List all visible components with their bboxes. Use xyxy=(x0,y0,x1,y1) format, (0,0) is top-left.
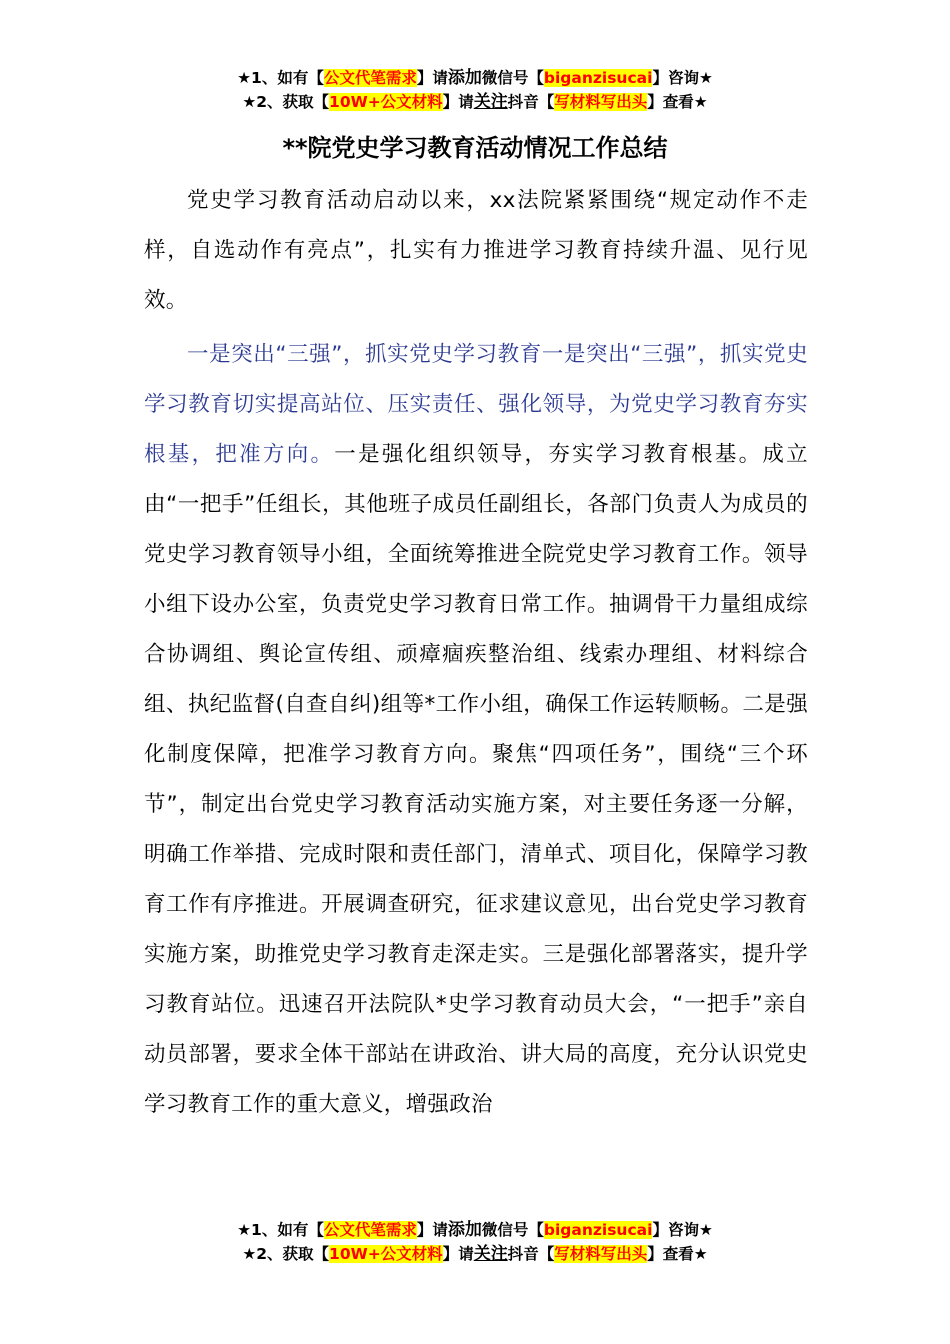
paragraph-section-one xyxy=(144,330,808,1130)
banner-line-2-mid1: 】请 xyxy=(442,93,474,111)
banner-line-2-suffix: 】查看★ xyxy=(647,93,708,111)
footer-line-1-mid1: 】请 xyxy=(416,1221,448,1239)
document-title: **院党史学习教育活动情况工作总结 xyxy=(282,134,668,162)
footer-line-2-mid2: 抖音【 xyxy=(507,1245,555,1263)
banner-line-1-mid1: 】请 xyxy=(416,69,448,87)
banner-line-1 xyxy=(0,66,950,90)
footer-highlight-writing-service: 公文代笔需求 xyxy=(323,1221,417,1239)
footer-line-1-prefix: ★1、如有【 xyxy=(237,1221,324,1239)
banner-line-1-mid2: 微信号【 xyxy=(481,69,544,87)
banner-highlight-douyin-account: 写材料写出头 xyxy=(554,93,648,111)
banner-line-2-mid2: 抖音【 xyxy=(507,93,555,111)
footer-line-1-mid2: 微信号【 xyxy=(481,1221,544,1239)
banner-highlight-wechat-id: biganzisucai xyxy=(543,69,653,87)
banner-emph-follow: 关注 xyxy=(473,92,508,112)
footer-line-1-suffix: 】咨询★ xyxy=(652,1221,713,1239)
section-one-heading: 一是突出“三强”，抓实党史学习教育一是突出“三强”，抓实党史学习教育切实提高站位、压实责任、强化领导，为党史学习教育夯实根基，把准方向。 xyxy=(144,342,808,467)
section-one-body: 一是强化组织领导，夯实学习教育根基。成立由“一把手”任组长，其他班子成员任副组长，各部门负责人为成员的党史学习教育领导小组，全面统筹推进全院党史学习教育工作。领导小组下设办公室，负责党史学习教育日常工作。抽调骨干力量组成综合协调组、舆论宣传组、顽瘴痼疾整治组、线索办理组、材料综合组、执纪监督(自查自纠)组等*工作小组，确保工作运转顺畅。二是强化制度保障，把准学习教育方向。聚焦“四项任务”，围绕“三个环节”，制定出台党史学习教育活动实施方案，对主要任务逐一分解，明确工作举措、完成时限和责任部门，清单式、项目化，保障学习教育工作有序推进。开展调查研究，征求建议意见，出台党史学习教育实施方案，助推党史学习教育走深走实。三是强化部署落实，提升学习教育站位。迅速召开法院队*史学习教育动员大会，“一把手”亲自动员部署，要求全体干部站在讲政治、讲大局的高度，充分认识党史学习教育工作的重大意义，增强政治 xyxy=(144,442,808,1117)
paragraph-intro: 党史学习教育活动启动以来，xx法院紧紧围绕“规定动作不走样，自选动作有亮点”，扎实有力推进学习教育持续升温、见行见效。 xyxy=(144,188,808,313)
banner-line-2-prefix: ★2、获取【 xyxy=(242,93,330,111)
banner-line-1-prefix: ★1、如有【 xyxy=(237,69,324,87)
banner-highlight-writing-service: 公文代笔需求 xyxy=(323,69,417,87)
document-body xyxy=(144,176,808,1130)
footer-line-2-mid1: 】请 xyxy=(442,1245,474,1263)
footer-line-2-prefix: ★2、获取【 xyxy=(242,1245,330,1263)
footer-line-1 xyxy=(0,1218,950,1242)
footer-line-2-suffix: 】查看★ xyxy=(647,1245,708,1263)
banner-line-2 xyxy=(0,90,950,114)
banner-line-1-suffix: 】咨询★ xyxy=(652,69,713,87)
banner-highlight-materials: 10W+公文材料 xyxy=(329,93,443,111)
footer-emph-add: 添加 xyxy=(447,1220,482,1240)
footer-highlight-materials: 10W+公文材料 xyxy=(329,1245,443,1263)
footer-emph-follow: 关注 xyxy=(473,1244,508,1264)
bottom-banner xyxy=(0,1218,950,1266)
top-banner xyxy=(0,66,950,114)
footer-highlight-douyin-account: 写材料写出头 xyxy=(554,1245,648,1263)
footer-line-2 xyxy=(0,1242,950,1266)
footer-highlight-wechat-id: biganzisucai xyxy=(543,1221,653,1239)
banner-emph-add: 添加 xyxy=(447,68,482,88)
